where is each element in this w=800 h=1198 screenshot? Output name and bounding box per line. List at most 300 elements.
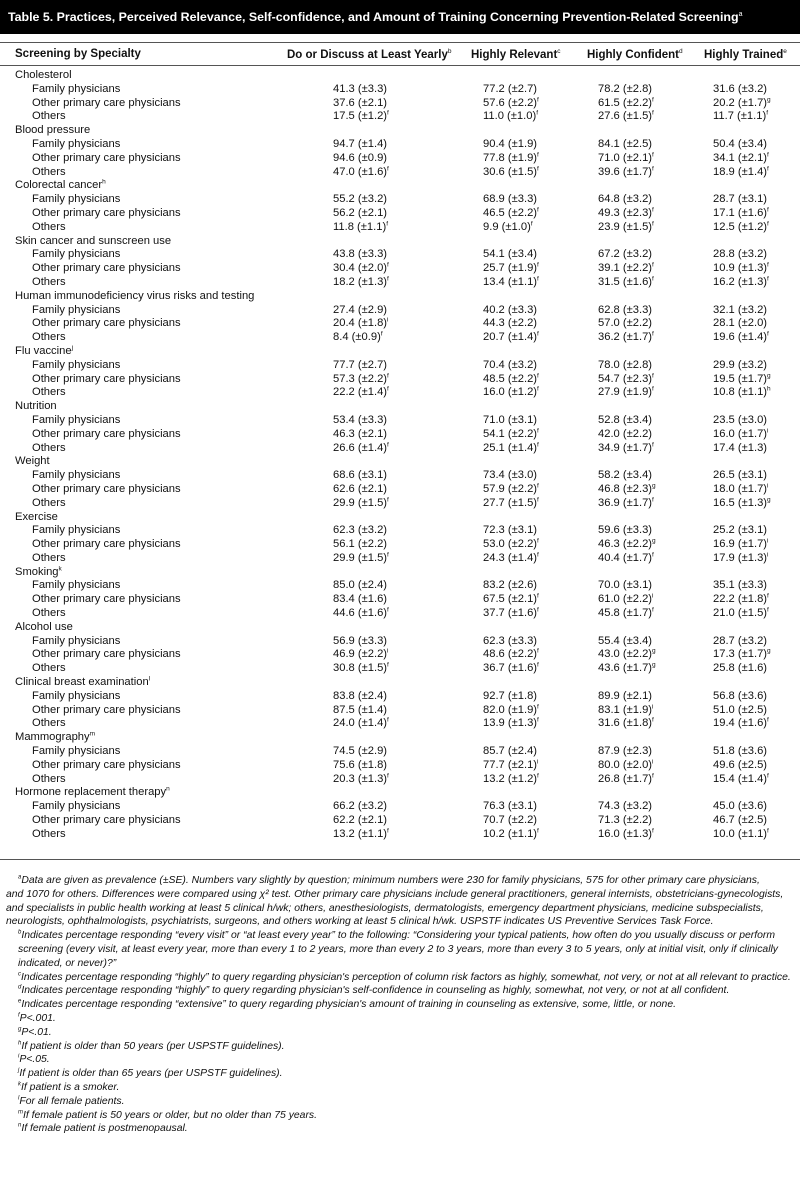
cell-relevant: 85.7 (±2.4) <box>483 745 538 758</box>
significance-mark: i <box>652 592 654 600</box>
footnote-h <box>6 1040 796 1054</box>
cell-yearly: 29.9 $(\pm 1.5)^f$ <box>333 495 389 509</box>
table-row <box>0 276 800 290</box>
cell-trained: 16.9 $(\pm 1.7)^i$ <box>713 537 769 551</box>
cell-confident: 70.0 (±3.1) <box>598 579 653 592</box>
significance-mark: f <box>767 220 769 228</box>
cell-confident: 67.2 (±3.2) <box>598 248 653 261</box>
significance-mark: f <box>387 385 389 393</box>
table-row <box>0 648 800 662</box>
significance-mark: g <box>652 537 656 545</box>
table-row <box>0 442 800 456</box>
cell-yearly: 75.6 (±1.8) <box>333 758 388 771</box>
cell-yearly: 56.1 (±2.2) <box>333 538 388 551</box>
footnote-text: If patient is a smoker. <box>21 1081 120 1093</box>
cell-yearly: 20.4 $(\pm 1.8)^i$ <box>333 316 389 330</box>
significance-mark: f <box>652 827 654 835</box>
row-label: Family physicians <box>32 82 121 95</box>
footnote-a <box>6 874 796 888</box>
group-label: Colorectal cancer$^h$ <box>15 178 106 192</box>
footnotes <box>6 874 796 1136</box>
significance-mark: f <box>387 109 389 117</box>
cell-relevant: 62.3 (±3.3) <box>483 634 538 647</box>
significance-mark: f <box>652 151 654 159</box>
significance-mark: f <box>387 495 389 503</box>
cell-trained: 34.1 $(\pm 2.1)^f$ <box>713 151 769 164</box>
group-label: Blood pressure <box>15 124 91 137</box>
cell-trained: 21.0 $(\pm 1.5)^f$ <box>713 606 769 620</box>
cell-trained: 19.5 $(\pm 1.7)^g$ <box>713 371 771 385</box>
group-label: Nutrition <box>15 400 57 413</box>
footnote-continued <box>6 902 796 930</box>
footnote-m <box>6 1109 796 1123</box>
cell-relevant: 70.4 (±3.2) <box>483 358 538 371</box>
table-row <box>0 221 800 235</box>
cell-relevant: 13.9 $(\pm 1.3)^f$ <box>483 716 539 730</box>
significance-mark: f <box>652 606 654 614</box>
group-header-row <box>0 455 800 469</box>
cell-trained: 15.4 $(\pm 1.4)^f$ <box>713 771 769 785</box>
footnote-g <box>6 1026 796 1040</box>
cell-relevant: 48.5 $(\pm 2.2)^f$ <box>483 371 539 385</box>
significance-mark: f <box>537 592 539 600</box>
group-label-mark: m <box>89 730 96 738</box>
cell-confident: 49.3 $(\pm 2.3)^f$ <box>598 206 654 219</box>
footnote-mark: l <box>18 1095 20 1102</box>
footnote-i <box>6 1053 796 1067</box>
cell-relevant: 30.6 $(\pm 1.5)^f$ <box>483 164 539 178</box>
cell-confident: 55.4 (±3.4) <box>598 634 653 647</box>
footnote-c <box>6 971 796 985</box>
table-row <box>0 483 800 497</box>
row-label: Others <box>32 220 66 233</box>
cell-relevant: 57.6 $(\pm 2.2)^f$ <box>483 95 539 109</box>
group-label: Alcohol use <box>15 620 73 633</box>
row-label: Others <box>32 607 66 620</box>
significance-mark: f <box>652 385 654 393</box>
row-label: Family physicians <box>32 524 121 537</box>
cell-relevant: 13.4 $(\pm 1.1)^f$ <box>483 275 539 288</box>
footnote-mark: i <box>18 1053 20 1060</box>
table-row <box>0 97 800 111</box>
group-header-row <box>0 345 800 359</box>
significance-mark: f <box>387 371 389 379</box>
group-label: Clinical breast examination$^l$ <box>15 675 151 689</box>
cell-trained: 18.9 $(\pm 1.4)^f$ <box>713 164 769 178</box>
significance-mark: f <box>652 206 654 214</box>
significance-mark: f <box>537 482 539 490</box>
footnote-mark: m <box>18 1109 23 1116</box>
cell-relevant: 83.2 (±2.6) <box>483 579 538 592</box>
footnote-mark: b <box>18 929 22 936</box>
significance-mark: f <box>652 275 654 283</box>
cell-confident: 31.6 $(\pm 1.8)^f$ <box>598 716 654 730</box>
cell-trained: 46.7 (±2.5) <box>713 814 768 827</box>
footnote-mark: g <box>18 1026 22 1033</box>
significance-mark: f <box>767 261 769 269</box>
significance-mark: f <box>652 371 654 379</box>
cell-yearly: 94.7 (±1.4) <box>333 137 388 150</box>
cell-relevant: 48.6 $(\pm 2.2)^f$ <box>483 647 539 661</box>
cell-relevant: 25.1 $(\pm 1.4)^f$ <box>483 440 539 454</box>
cell-yearly: 94.6 (±0.9) <box>333 151 388 164</box>
cell-relevant: 37.7 $(\pm 1.6)^f$ <box>483 606 539 620</box>
column-header-trained: Highly Trained$^e$ <box>704 48 787 61</box>
table-row <box>0 193 800 207</box>
cell-relevant: 77.8 $(\pm 1.9)^f$ <box>483 151 539 164</box>
group-header-row <box>0 235 800 249</box>
row-label: Others <box>32 551 66 564</box>
cell-confident: 78.0 (±2.8) <box>598 358 653 371</box>
row-label: Other primary care physicians <box>32 703 181 716</box>
significance-mark: f <box>537 164 539 172</box>
cell-relevant: 77.2 (±2.7) <box>483 82 538 95</box>
row-label: Other primary care physicians <box>32 96 181 109</box>
cell-relevant: 90.4 (±1.9) <box>483 137 538 150</box>
significance-mark: f <box>537 440 539 448</box>
significance-mark: f <box>537 275 539 283</box>
table-row <box>0 690 800 704</box>
footnote-text: If patient is older than 50 years (per USPSTF guidelines). <box>21 1040 285 1052</box>
row-label: Other primary care physicians <box>32 427 181 440</box>
significance-mark: g <box>652 647 656 655</box>
group-header-row <box>0 290 800 304</box>
row-label: Others <box>32 275 66 288</box>
cell-yearly: 22.2 $(\pm 1.4)^f$ <box>333 385 389 399</box>
significance-mark: f <box>387 164 389 172</box>
significance-mark: f <box>767 275 769 283</box>
significance-mark: f <box>387 551 389 559</box>
significance-mark: f <box>537 771 539 779</box>
column-header-confident: Highly Confident$^d$ <box>587 48 683 61</box>
row-label: Others <box>32 110 66 123</box>
cell-trained: 32.1 (±3.2) <box>713 303 768 316</box>
row-label: Family physicians <box>32 358 121 371</box>
footnote-n <box>6 1122 796 1136</box>
group-header-row <box>0 400 800 414</box>
cell-trained: 28.7 (±3.2) <box>713 634 768 647</box>
significance-mark: f <box>767 151 769 159</box>
cell-relevant: 11.0 $(\pm 1.0)^f$ <box>483 109 539 123</box>
significance-mark: f <box>530 220 533 228</box>
table-row <box>0 110 800 124</box>
cell-relevant: 92.7 (±1.8) <box>483 689 538 702</box>
cell-trained: 25.8 (±1.6) <box>713 662 768 675</box>
significance-mark: f <box>387 661 389 669</box>
table-row <box>0 607 800 621</box>
group-label-mark: h <box>102 178 106 186</box>
cell-trained: 12.5 $(\pm 1.2)^f$ <box>713 220 769 233</box>
table-row <box>0 138 800 152</box>
cell-confident: 27.9 $(\pm 1.9)^f$ <box>598 385 654 399</box>
cell-yearly: 18.2 $(\pm 1.3)^f$ <box>333 275 389 288</box>
significance-mark: f <box>766 109 769 117</box>
cell-relevant: 40.2 (±3.3) <box>483 303 538 316</box>
cell-trained: 17.3 $(\pm 1.7)^g$ <box>713 647 771 661</box>
cell-yearly: 77.7 (±2.7) <box>333 358 388 371</box>
table-row <box>0 331 800 345</box>
significance-mark: g <box>652 661 656 669</box>
table-row <box>0 635 800 649</box>
cell-confident: 87.9 (±2.3) <box>598 745 653 758</box>
significance-mark: f <box>387 440 389 448</box>
row-label: Family physicians <box>32 193 121 206</box>
group-label: Human immunodeficiency virus risks and testing <box>15 289 255 302</box>
significance-mark: f <box>767 330 769 338</box>
cell-confident: 31.5 $(\pm 1.6)^f$ <box>598 275 654 288</box>
cell-confident: 39.6 $(\pm 1.7)^f$ <box>598 164 654 178</box>
row-label: Other primary care physicians <box>32 648 181 661</box>
cell-trained: 29.9 (±3.2) <box>713 358 768 371</box>
cell-yearly: 85.0 (±2.4) <box>333 579 388 592</box>
table-row <box>0 166 800 180</box>
cell-yearly: 87.5 (±1.4) <box>333 703 388 716</box>
significance-mark: f <box>767 827 769 835</box>
significance-mark: i <box>387 316 389 324</box>
column-header-specialty: Screening by Specialty <box>15 48 141 60</box>
significance-mark: f <box>537 606 539 614</box>
significance-mark: f <box>537 330 539 338</box>
cell-trained: 10.0 $(\pm 1.1)^f$ <box>713 827 769 840</box>
cell-relevant: 9.9 $(\pm 1.0)^f$ <box>483 220 533 233</box>
significance-mark: f <box>537 716 539 724</box>
significance-mark: i <box>767 537 769 545</box>
table-row <box>0 262 800 276</box>
row-label: Others <box>32 441 66 454</box>
group-label: Exercise <box>15 510 58 523</box>
column-header-yearly: Do or Discuss at Least Yearly$^b$ <box>287 48 452 61</box>
significance-mark: f <box>387 771 389 779</box>
cell-yearly: 41.3 (±3.3) <box>333 82 388 95</box>
cell-confident: 74.3 (±3.2) <box>598 800 653 813</box>
cell-confident: 83.1 $(\pm 1.9)^i$ <box>598 702 654 716</box>
cell-trained: 22.2 $(\pm 1.8)^f$ <box>713 592 769 606</box>
footnote-text: If patient is older than 65 years (per USPSTF guidelines). <box>19 1068 283 1080</box>
cell-confident: 71.0 $(\pm 2.1)^f$ <box>598 151 654 164</box>
footnote-d <box>6 984 796 998</box>
table-row <box>0 538 800 552</box>
row-label: Others <box>32 386 66 399</box>
significance-mark: f <box>387 716 389 724</box>
footnote-text: P<.001. <box>19 1012 56 1024</box>
footnote-mark: h <box>18 1040 22 1047</box>
cell-relevant: 46.5 $(\pm 2.2)^f$ <box>483 206 539 219</box>
table-row <box>0 773 800 787</box>
table-title <box>0 0 800 34</box>
cell-yearly: 53.4 (±3.3) <box>333 413 388 426</box>
cell-yearly: 47.0 $(\pm 1.6)^f$ <box>333 164 389 178</box>
cell-trained: 19.6 $(\pm 1.4)^f$ <box>713 330 769 344</box>
footnote-mark: j <box>18 1067 20 1074</box>
footnote-l <box>6 1095 796 1109</box>
cell-confident: 54.7 $(\pm 2.3)^f$ <box>598 371 654 385</box>
row-label: Other primary care physicians <box>32 151 181 164</box>
cell-confident: 61.5 $(\pm 2.2)^f$ <box>598 95 654 109</box>
cell-trained: 51.0 (±2.5) <box>713 703 768 716</box>
cell-yearly: 17.5 $(\pm 1.2)^f$ <box>333 109 389 123</box>
row-label: Family physicians <box>32 800 121 813</box>
significance-mark: f <box>652 495 654 503</box>
significance-mark: f <box>537 661 539 669</box>
cell-trained: 28.8 (±3.2) <box>713 248 768 261</box>
significance-mark: f <box>380 330 383 338</box>
cell-yearly: 57.3 $(\pm 2.2)^f$ <box>333 371 389 385</box>
footnote-b <box>6 929 796 970</box>
cell-trained: 35.1 (±3.3) <box>713 579 768 592</box>
cell-yearly: 26.6 $(\pm 1.4)^f$ <box>333 440 389 454</box>
significance-mark: i <box>767 482 769 490</box>
significance-mark: f <box>537 551 539 559</box>
cell-trained: 17.9 $(\pm 1.3)^i$ <box>713 551 769 564</box>
row-label: Others <box>32 827 66 840</box>
significance-mark: g <box>767 95 771 103</box>
row-label: Other primary care physicians <box>32 538 181 551</box>
cell-relevant: 44.3 (±2.2) <box>483 317 538 330</box>
row-label: Family physicians <box>32 634 121 647</box>
row-label: Family physicians <box>32 745 121 758</box>
table-row <box>0 593 800 607</box>
cell-yearly: 83.4 (±1.6) <box>333 593 388 606</box>
cell-relevant: 73.4 (±3.0) <box>483 469 538 482</box>
footnote-text: For all female patients. <box>19 1095 125 1107</box>
cell-trained: 49.6 (±2.5) <box>713 758 768 771</box>
cell-trained: 16.5 $(\pm 1.3)^g$ <box>713 495 771 509</box>
footnote-text: If female patient is postmenopausal. <box>21 1123 188 1135</box>
significance-mark: f <box>537 385 539 393</box>
cell-yearly: 24.0 $(\pm 1.4)^f$ <box>333 716 389 730</box>
significance-mark: f <box>537 702 539 710</box>
table-row <box>0 662 800 676</box>
footnote-mark: f <box>18 1012 20 1019</box>
row-label: Family physicians <box>32 248 121 261</box>
table-row <box>0 207 800 221</box>
cell-yearly: 11.8 $(\pm 1.1)^f$ <box>333 220 389 233</box>
row-label: Others <box>32 165 66 178</box>
cell-relevant: 53.0 $(\pm 2.2)^f$ <box>483 537 539 551</box>
row-label: Other primary care physicians <box>32 758 181 771</box>
significance-mark: f <box>652 109 654 117</box>
group-header-row <box>0 511 800 525</box>
significance-mark: f <box>767 206 769 214</box>
group-header-row <box>0 124 800 138</box>
significance-mark: g <box>767 495 771 503</box>
cell-relevant: 54.1 (±3.4) <box>483 248 538 261</box>
table-row <box>0 152 800 166</box>
significance-mark: f <box>652 261 654 269</box>
table-row <box>0 814 800 828</box>
cell-yearly: 37.6 (±2.1) <box>333 96 388 109</box>
table-row <box>0 359 800 373</box>
cell-confident: 45.8 $(\pm 1.7)^f$ <box>598 606 654 620</box>
group-label: Mammography$^m$ <box>15 730 96 744</box>
cell-trained: 50.4 (±3.4) <box>713 137 768 150</box>
significance-mark: f <box>537 426 539 434</box>
significance-mark: i <box>652 702 654 710</box>
cell-confident: 64.8 (±3.2) <box>598 193 653 206</box>
cell-yearly: 62.2 (±2.1) <box>333 814 388 827</box>
footnote-f <box>6 1012 796 1026</box>
cell-yearly: 30.4 $(\pm 2.0)^f$ <box>333 261 389 275</box>
footnote-text: P<.05. <box>19 1054 50 1066</box>
cell-trained: 18.0 $(\pm 1.7)^i$ <box>713 482 769 495</box>
row-label: Others <box>32 331 66 344</box>
cell-confident: 39.1 $(\pm 2.2)^f$ <box>598 261 654 275</box>
cell-confident: 23.9 $(\pm 1.5)^f$ <box>598 220 654 233</box>
table-row <box>0 704 800 718</box>
table-row <box>0 414 800 428</box>
row-label: Family physicians <box>32 469 121 482</box>
table-row <box>0 428 800 442</box>
footnote-text: and specialists in public health working at least 5 clinical h/wk; others, anesthesiologists, dermatologists, emergency department physicians, medicine subspecialists, neurologists, ophthalmologists, psychiatrists, surgeons, and others working at least 5 clinical h/wk. USPSTF indicates US Preventive Services Task Force. <box>6 902 764 928</box>
cell-yearly: 20.3 $(\pm 1.3)^f$ <box>333 771 389 785</box>
group-label-mark: n <box>166 785 170 793</box>
footnote-mark: e <box>18 998 22 1005</box>
cell-confident: 80.0 $(\pm 2.0)^i$ <box>598 758 654 771</box>
cell-relevant: 70.7 (±2.2) <box>483 814 538 827</box>
cell-confident: 52.8 (±3.4) <box>598 413 653 426</box>
cell-relevant: 71.0 (±3.1) <box>483 413 538 426</box>
group-label: Weight <box>15 455 50 468</box>
significance-mark: f <box>767 164 769 172</box>
footnote-text: Indicates percentage responding “every visit” or “at least every year” to the following: “Considering your typical patients, how often do you usually discuss or perform screening (every visit, at least every year, more than every 1 to 2 years, more than every 2 to 3 years, more than every 3 to 5 years, only at initial visit, only if clinically indicated, or never)?” <box>18 930 779 969</box>
footnote-j <box>6 1067 796 1081</box>
group-header-row <box>0 676 800 690</box>
significance-mark: f <box>387 827 389 835</box>
cell-yearly: 56.9 (±3.3) <box>333 634 388 647</box>
cell-confident: 62.8 (±3.3) <box>598 303 653 316</box>
row-label: Other primary care physicians <box>32 593 181 606</box>
row-label: Other primary care physicians <box>32 262 181 275</box>
significance-mark: f <box>387 606 389 614</box>
significance-mark: g <box>767 371 771 379</box>
group-header-row <box>0 786 800 800</box>
cell-confident: 57.0 (±2.2) <box>598 317 653 330</box>
cell-confident: 43.6 $(\pm 1.7)^g$ <box>598 661 656 675</box>
cell-yearly: 43.8 (±3.3) <box>333 248 388 261</box>
column-header-relevant: Highly Relevant$^c$ <box>471 48 561 61</box>
cell-yearly: 74.5 (±2.9) <box>333 745 388 758</box>
footnote-mark: c <box>18 971 21 978</box>
significance-mark: f <box>652 440 654 448</box>
cell-yearly: 83.8 (±2.4) <box>333 689 388 702</box>
cell-confident: 27.6 $(\pm 1.5)^f$ <box>598 109 654 123</box>
footnote-k <box>6 1081 796 1095</box>
cell-confident: 61.0 $(\pm 2.2)^i$ <box>598 592 654 606</box>
significance-mark: i <box>652 758 654 766</box>
cell-relevant: 16.0 $(\pm 1.2)^f$ <box>483 385 539 399</box>
cell-confident: 71.3 (±2.2) <box>598 814 653 827</box>
cell-trained: 11.7 $(\pm 1.1)^f$ <box>713 109 769 123</box>
table-row <box>0 524 800 538</box>
cell-trained: 16.2 $(\pm 1.3)^f$ <box>713 275 769 288</box>
cell-confident: 59.6 (±3.3) <box>598 524 653 537</box>
significance-mark: i <box>767 551 769 559</box>
table-row <box>0 497 800 511</box>
cell-trained: 26.5 (±3.1) <box>713 469 768 482</box>
cell-relevant: 24.3 $(\pm 1.4)^f$ <box>483 551 539 564</box>
cell-relevant: 54.1 $(\pm 2.2)^f$ <box>483 426 539 440</box>
cell-yearly: 46.9 $(\pm 2.2)^i$ <box>333 647 389 661</box>
cell-yearly: 62.6 (±2.1) <box>333 482 388 495</box>
row-label: Family physicians <box>32 689 121 702</box>
group-label: Hormone replacement therapy$^n$ <box>15 785 170 799</box>
footnote-divider <box>0 859 800 860</box>
significance-mark: f <box>537 495 539 503</box>
cell-yearly: 30.8 $(\pm 1.5)^f$ <box>333 661 389 675</box>
table-row <box>0 717 800 731</box>
significance-mark: f <box>652 164 654 172</box>
row-label: Other primary care physicians <box>32 482 181 495</box>
